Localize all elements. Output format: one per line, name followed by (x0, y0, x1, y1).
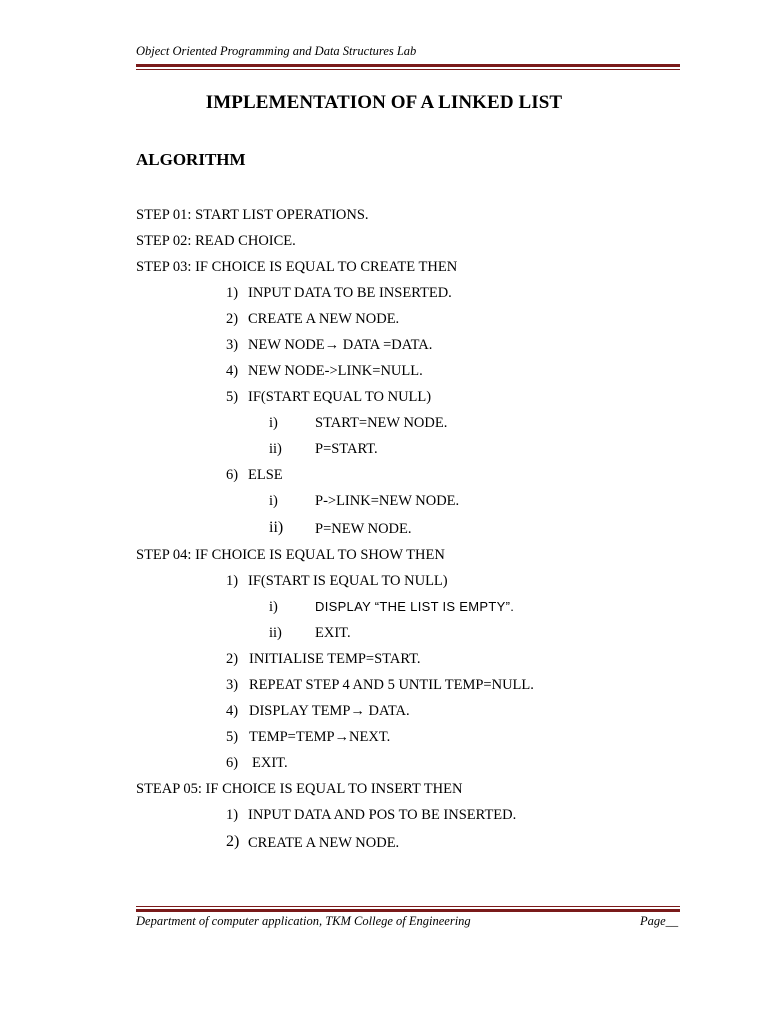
subitem-text: P=NEW NODE. (315, 521, 412, 537)
footer-department: Department of computer application, TKM College of Engineering (136, 914, 471, 928)
item-number: 4) (226, 703, 239, 719)
subitem-number: i) (269, 415, 278, 431)
item-number: 1) (226, 285, 239, 301)
subitem-text: DISPLAY “THE LIST IS EMPTY”. (315, 599, 515, 614)
footer-page-number: Page__ (640, 914, 679, 928)
item-number: 3) (226, 337, 239, 353)
item-text: INITIALISE TEMP=START. (249, 651, 421, 667)
item-text: NEW NODE→ DATA =DATA. (248, 337, 433, 353)
item-text: TEMP=TEMP→NEXT. (249, 729, 391, 745)
item-number: 1) (226, 573, 239, 589)
item-text: INPUT DATA AND POS TO BE INSERTED. (248, 807, 517, 823)
item-number: 1) (226, 807, 239, 823)
item-number: 5) (226, 729, 239, 745)
page-title: IMPLEMENTATION OF A LINKED LIST (205, 92, 563, 113)
page-header: Object Oriented Programming and Data Structures Lab (136, 44, 417, 58)
section-heading: ALGORITHM (136, 150, 246, 169)
header-rule-thin (136, 69, 680, 70)
subitem-text: P=START. (315, 441, 378, 457)
item-number: 5) (226, 389, 239, 405)
item-text: IF(START EQUAL TO NULL) (248, 389, 432, 405)
header-rule-thick (136, 64, 680, 67)
subitem-text: P->LINK=NEW NODE. (315, 493, 460, 509)
item-text: NEW NODE->LINK=NULL. (248, 363, 423, 379)
subitem-number: ii) (269, 625, 282, 641)
step-line: STEP 03: IF CHOICE IS EQUAL TO CREATE THEN (136, 259, 458, 275)
subitem-number: ii) (269, 441, 282, 457)
step-line: STEAP 05: IF CHOICE IS EQUAL TO INSERT THEN (136, 781, 463, 797)
item-number: 6) (226, 755, 239, 771)
item-text: ELSE (248, 467, 283, 483)
subitem-number: i) (269, 493, 278, 509)
item-text: DISPLAY TEMP→ DATA. (249, 703, 410, 719)
step-line: STEP 04: IF CHOICE IS EQUAL TO SHOW THEN (136, 547, 445, 563)
item-number: 2) (226, 651, 239, 667)
item-text: EXIT. (252, 755, 288, 771)
item-text: IF(START IS EQUAL TO NULL) (248, 573, 448, 589)
subitem-text: START=NEW NODE. (315, 415, 448, 431)
item-number: 6) (226, 467, 239, 483)
step-line: STEP 01: START LIST OPERATIONS. (136, 207, 369, 223)
footer-rule-thin (136, 906, 680, 907)
subitem-number: ii) (269, 519, 284, 536)
subitem-number: i) (269, 599, 278, 615)
item-number: 2) (226, 311, 239, 327)
item-text: INPUT DATA TO BE INSERTED. (248, 285, 452, 301)
item-text: CREATE A NEW NODE. (248, 311, 400, 327)
subitem-text: EXIT. (315, 625, 351, 641)
item-number: 4) (226, 363, 239, 379)
item-text: CREATE A NEW NODE. (248, 835, 400, 851)
step-line: STEP 02: READ CHOICE. (136, 233, 296, 249)
footer-rule-thick (136, 909, 680, 912)
item-text: REPEAT STEP 4 AND 5 UNTIL TEMP=NULL. (249, 677, 534, 693)
item-number: 2) (226, 833, 240, 850)
item-number: 3) (226, 677, 239, 693)
